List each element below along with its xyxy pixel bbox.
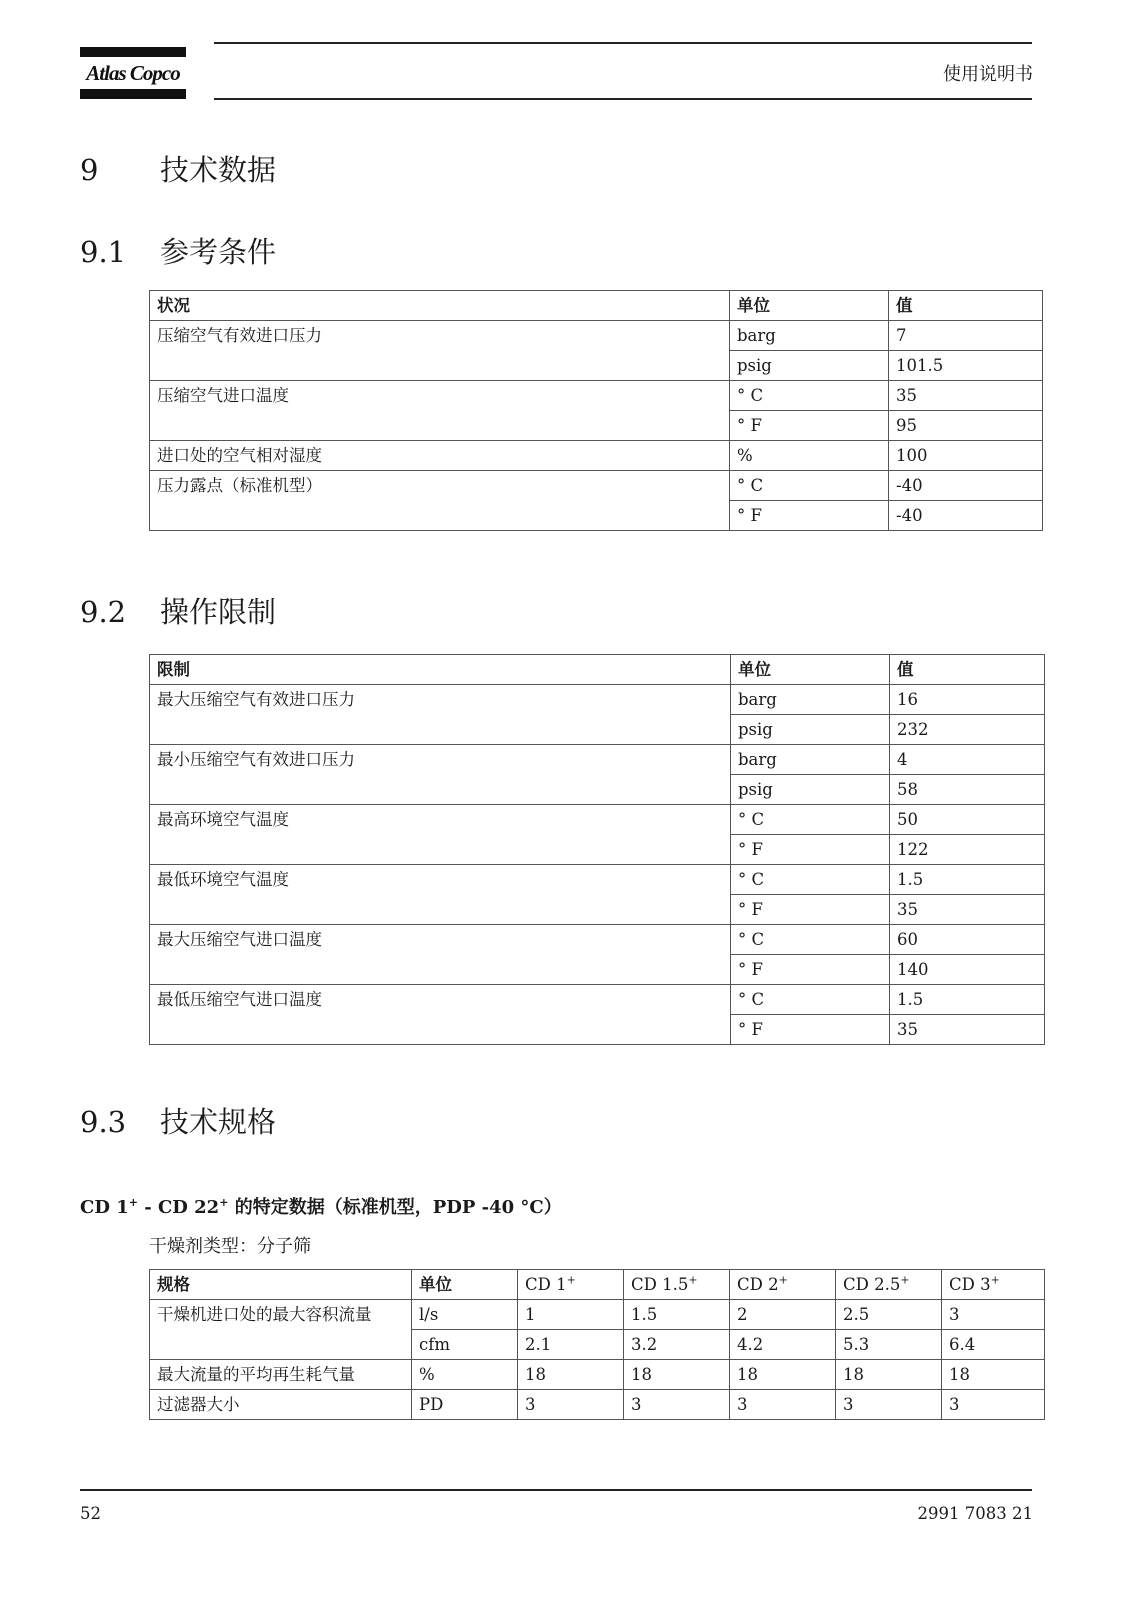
plus-mark: +: [566, 1273, 576, 1287]
value-cell: 16: [890, 685, 1045, 715]
value-cell: 18: [624, 1360, 730, 1390]
table-row: [150, 685, 1045, 715]
value-cell: 35: [890, 1015, 1045, 1045]
unit-cell: %: [730, 441, 889, 471]
value-cell: 2.1: [518, 1330, 624, 1360]
value-cell: 95: [889, 411, 1043, 441]
unit-cell: barg: [731, 745, 890, 775]
logo-bar-bottom: [80, 89, 186, 99]
model-name: CD 2: [737, 1275, 779, 1294]
unit-cell: ° F: [731, 955, 890, 985]
plus-mark: +: [778, 1273, 788, 1287]
table-row: [150, 985, 1045, 1015]
unit-cell: PD: [412, 1390, 518, 1420]
logo-wordmark: Atlas Copco: [86, 61, 180, 85]
value-cell: 101.5: [889, 351, 1043, 381]
section-number: 9: [80, 153, 99, 187]
table-row: [150, 865, 1045, 895]
subsection-number: 9.2: [80, 595, 127, 629]
logo-bar-top: [80, 47, 186, 57]
header-rule-bottom: [214, 98, 1032, 100]
condition-label: 压缩空气进口温度: [150, 381, 730, 441]
header-cell: 单位: [412, 1270, 518, 1300]
table-row: [150, 1300, 1045, 1330]
header-cell: 单位: [731, 655, 890, 685]
condition-label: 压力露点（标准机型）: [150, 471, 730, 531]
model-header: [836, 1270, 942, 1300]
value-cell: 60: [890, 925, 1045, 955]
table-row: [150, 745, 1045, 775]
table-header-row: [150, 1270, 1045, 1300]
value-cell: 7: [889, 321, 1043, 351]
table-header-row: [150, 291, 1043, 321]
value-cell: 1.5: [890, 985, 1045, 1015]
value-cell: 58: [890, 775, 1045, 805]
model-name: CD 1.5: [631, 1275, 689, 1294]
value-cell: 2.5: [836, 1300, 942, 1330]
limit-label: 最大压缩空气进口温度: [150, 925, 731, 985]
model-range-caption: [80, 1193, 562, 1219]
limit-label: 最大压缩空气有效进口压力: [150, 685, 731, 745]
unit-cell: cfm: [412, 1330, 518, 1360]
unit-cell: ° F: [730, 411, 889, 441]
value-cell: 18: [730, 1360, 836, 1390]
value-cell: 35: [890, 895, 1045, 925]
header-rule-top: [214, 42, 1032, 44]
unit-cell: psig: [731, 775, 890, 805]
document-type: 使用说明书: [943, 64, 1033, 85]
unit-cell: ° F: [731, 895, 890, 925]
table-row: [150, 805, 1045, 835]
subsection-number: 9.3: [80, 1105, 127, 1139]
header-cell: 限制: [150, 655, 731, 685]
value-cell: 3: [730, 1390, 836, 1420]
header-cell: 单位: [730, 291, 889, 321]
subsection-heading-9-1: [80, 230, 276, 271]
value-cell: 5.3: [836, 1330, 942, 1360]
value-cell: 1.5: [890, 865, 1045, 895]
unit-cell: barg: [731, 685, 890, 715]
table-row: [150, 925, 1045, 955]
value-cell: 4.2: [730, 1330, 836, 1360]
unit-cell: ° C: [731, 805, 890, 835]
header-cell: 规格: [150, 1270, 412, 1300]
value-cell: 100: [889, 441, 1043, 471]
unit-cell: barg: [730, 321, 889, 351]
value-cell: 3: [836, 1390, 942, 1420]
spec-label: 最大流量的平均再生耗气量: [150, 1360, 412, 1390]
table-row: [150, 441, 1043, 471]
value-cell: 3: [942, 1390, 1045, 1420]
atlas-copco-logo: [80, 47, 186, 99]
value-cell: -40: [889, 471, 1043, 501]
subsection-number: 9.1: [80, 235, 127, 269]
unit-cell: ° C: [731, 925, 890, 955]
caption-part: 的特定数据（标准机型，PDP -40 °C）: [228, 1197, 562, 1218]
limit-label: 最低环境空气温度: [150, 865, 731, 925]
plus-mark: +: [900, 1273, 910, 1287]
section-heading: [80, 148, 276, 189]
value-cell: 2: [730, 1300, 836, 1330]
value-cell: -40: [889, 501, 1043, 531]
value-cell: 122: [890, 835, 1045, 865]
desiccant-type: 干燥剂类型：分子筛: [149, 1236, 311, 1257]
subsection-title: 技术规格: [160, 1105, 277, 1139]
unit-cell: psig: [731, 715, 890, 745]
table-row: [150, 471, 1043, 501]
value-cell: 232: [890, 715, 1045, 745]
unit-cell: %: [412, 1360, 518, 1390]
value-cell: 140: [890, 955, 1045, 985]
value-cell: 18: [942, 1360, 1045, 1390]
unit-cell: ° F: [731, 835, 890, 865]
unit-cell: l/s: [412, 1300, 518, 1330]
unit-cell: ° C: [730, 381, 889, 411]
value-cell: 1.5: [624, 1300, 730, 1330]
model-header: [730, 1270, 836, 1300]
unit-cell: ° C: [731, 985, 890, 1015]
value-cell: 35: [889, 381, 1043, 411]
value-cell: 3.2: [624, 1330, 730, 1360]
plus-mark: +: [128, 1196, 138, 1209]
model-name: CD 1: [525, 1275, 567, 1294]
model-name: CD 3: [949, 1275, 991, 1294]
header-cell: 值: [889, 291, 1043, 321]
unit-cell: ° C: [730, 471, 889, 501]
table-row: [150, 321, 1043, 351]
caption-part: CD 1: [80, 1197, 129, 1218]
caption-part: - CD 22: [137, 1197, 220, 1218]
unit-cell: ° C: [731, 865, 890, 895]
limit-label: 最低压缩空气进口温度: [150, 985, 731, 1045]
value-cell: 50: [890, 805, 1045, 835]
value-cell: 18: [518, 1360, 624, 1390]
footer-rule: [80, 1489, 1032, 1491]
table-header-row: [150, 655, 1045, 685]
limit-label: 最高环境空气温度: [150, 805, 731, 865]
value-cell: 4: [890, 745, 1045, 775]
subsection-heading-9-3: [80, 1100, 276, 1141]
header-cell: 状况: [150, 291, 730, 321]
value-cell: 3: [518, 1390, 624, 1420]
condition-label: 进口处的空气相对湿度: [150, 441, 730, 471]
operating-limits-table: [149, 654, 1045, 1045]
spec-label: 干燥机进口处的最大容积流量: [150, 1300, 412, 1360]
model-name: CD 2.5: [843, 1275, 901, 1294]
table-row: [150, 381, 1043, 411]
subsection-title: 参考条件: [160, 235, 277, 269]
plus-mark: +: [990, 1273, 1000, 1287]
unit-cell: ° F: [730, 501, 889, 531]
value-cell: 1: [518, 1300, 624, 1330]
table-row: [150, 1390, 1045, 1420]
value-cell: 3: [624, 1390, 730, 1420]
limit-label: 最小压缩空气有效进口压力: [150, 745, 731, 805]
plus-mark: +: [688, 1273, 698, 1287]
page-number: 52: [80, 1504, 101, 1523]
technical-specs-table: [149, 1269, 1045, 1420]
unit-cell: psig: [730, 351, 889, 381]
condition-label: 压缩空气有效进口压力: [150, 321, 730, 381]
section-title: 技术数据: [160, 153, 277, 187]
model-header: [942, 1270, 1045, 1300]
value-cell: 18: [836, 1360, 942, 1390]
document-number: 2991 7083 21: [917, 1504, 1033, 1523]
table-row: [150, 1360, 1045, 1390]
plus-mark: +: [219, 1196, 229, 1209]
spec-label: 过滤器大小: [150, 1390, 412, 1420]
value-cell: 3: [942, 1300, 1045, 1330]
subsection-heading-9-2: [80, 590, 276, 631]
value-cell: 6.4: [942, 1330, 1045, 1360]
header-cell: 值: [890, 655, 1045, 685]
model-header: [518, 1270, 624, 1300]
unit-cell: ° F: [731, 1015, 890, 1045]
model-header: [624, 1270, 730, 1300]
reference-conditions-table: [149, 290, 1043, 531]
subsection-title: 操作限制: [160, 595, 277, 629]
